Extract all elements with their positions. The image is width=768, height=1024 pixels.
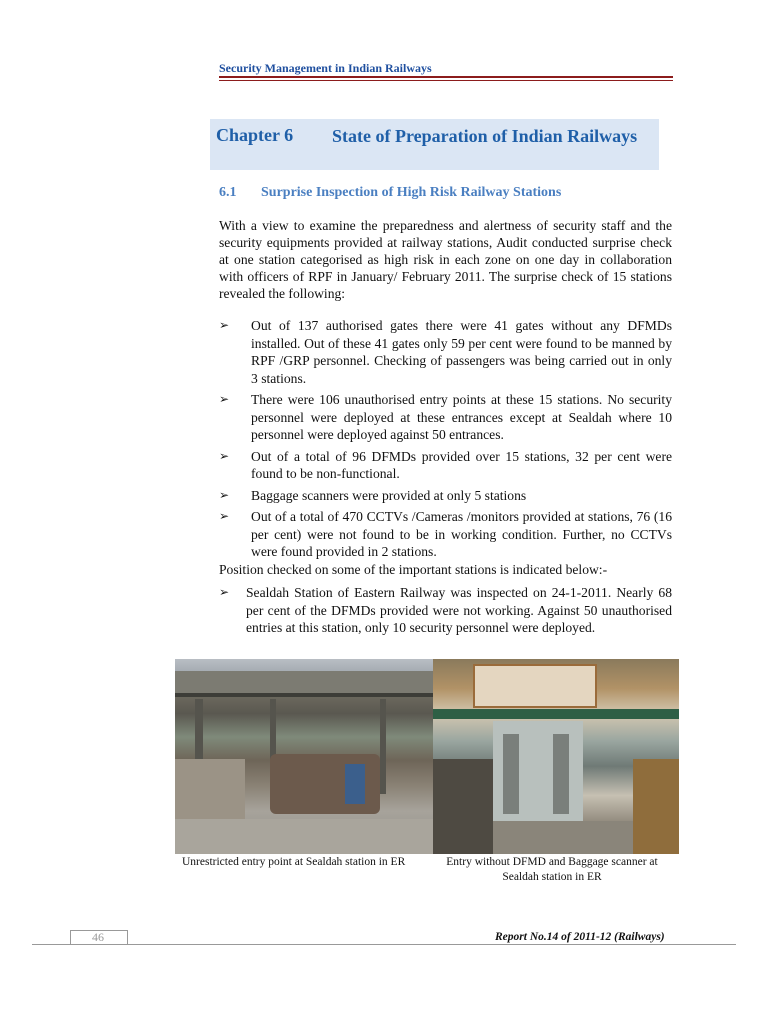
photo-caption: Entry without DFMD and Baggage scanner at Sealdah station in ER — [446, 856, 658, 883]
list-item — [219, 391, 672, 444]
chapter-number: Chapter 6 — [216, 125, 294, 145]
list-item — [219, 508, 672, 561]
section-title: Surprise Inspection of High Risk Railway Stations — [261, 185, 562, 200]
report-reference: Report No.14 of 2011-12 (Railways) — [495, 931, 665, 943]
header-rule-thin — [219, 80, 673, 81]
chapter-title: State of Preparation of Indian Railways — [332, 126, 638, 146]
page-number: 46 — [92, 930, 104, 944]
list-item — [219, 317, 672, 387]
list-item-text: Out of 137 authorised gates there were 41 gates without any DFMDs installed. Out of these 41 gates only 59 per cent were found to be manned by RPF /GRP personnel. Checking of passengers was being carried out in only 3 stations. — [251, 318, 672, 386]
photo-entry-without-dfmd — [433, 659, 679, 854]
section-number: 6.1 — [219, 185, 237, 200]
photo-unrestricted-entry — [175, 659, 433, 854]
station-list — [219, 584, 672, 637]
header-rule — [219, 76, 673, 78]
running-header: Security Management in Indian Railways — [219, 61, 432, 75]
list-item-text: Baggage scanners were provided at only 5 stations — [251, 487, 527, 503]
arrow-bullet-icon: ➢ — [219, 318, 230, 332]
intro-paragraph: With a view to examine the preparedness and alertness of security staff and the security equipments provided at railway stations, Audit conducted surprise check at one station categorised as high risk in each zone on one day in collaboration with officers of RPF in January/ February 2011. The surprise check of 15 stations revealed the following: — [219, 218, 672, 301]
list-item — [219, 584, 672, 637]
footer-rule — [32, 944, 736, 945]
photo-caption: Unrestricted entry point at Sealdah station in ER — [182, 856, 406, 868]
position-paragraph: Position checked on some of the important stations is indicated below:- — [219, 562, 608, 577]
list-item-text: Out of a total of 96 DFMDs provided over 15 stations, 32 per cent were found to be non-functional. — [251, 448, 672, 481]
list-item — [219, 448, 672, 483]
list-item-text: Sealdah Station of Eastern Railway was inspected on 24-1-2011. Nearly 68 per cent of the DFMDs provided were not working. Against 50 unauthorised entries at this station, only 10 security personnel were deployed. — [246, 585, 672, 635]
list-item — [219, 487, 672, 505]
list-item-text: There were 106 unauthorised entry points at these 15 stations. No security personnel were deployed at these entrances except at Sealdah where 10 personnel were deployed against 50 entrances. — [251, 392, 672, 442]
list-item-text: Out of a total of 470 CCTVs /Cameras /monitors provided at stations, 76 (16 per cent) were not found to be in working condition. Further, no CCTVs were found provided in 2 stations. — [251, 509, 672, 559]
arrow-bullet-icon: ➢ — [219, 392, 230, 406]
arrow-bullet-icon: ➢ — [219, 448, 230, 463]
arrow-bullet-icon: ➢ — [219, 585, 230, 599]
arrow-bullet-icon: ➢ — [219, 487, 230, 502]
findings-list — [219, 317, 672, 565]
arrow-bullet-icon: ➢ — [219, 509, 230, 523]
